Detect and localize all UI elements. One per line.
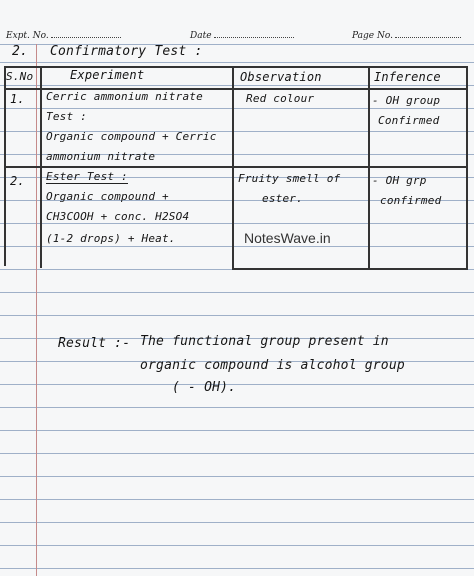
- row1-inference-line1: - OH group: [372, 94, 441, 107]
- row1-experiment-line1: Cerric ammonium nitrate: [46, 90, 203, 103]
- row2-observation-line2: ester.: [262, 192, 303, 205]
- row1-sno: 1.: [10, 92, 25, 106]
- header-inference: Inference: [374, 70, 441, 84]
- table-bottom-border: [232, 268, 468, 270]
- watermark: NotesWave.in: [244, 230, 331, 246]
- table-row-divider: [4, 166, 468, 168]
- table-col-divider-1: [40, 66, 42, 268]
- margin-line: [36, 44, 37, 576]
- row1-observation: Red colour: [246, 92, 315, 105]
- table-col-divider-2: [232, 66, 234, 268]
- page-no-field: Page No.: [352, 30, 461, 41]
- section-number: 2.: [12, 44, 29, 59]
- result-line1: The functional group present in: [140, 334, 389, 349]
- row1-experiment-line4: ammonium nitrate: [46, 150, 156, 163]
- result-line2: organic compound is alcohol group: [140, 358, 405, 373]
- row2-inference-line2: confirmed: [380, 194, 442, 207]
- expt-no-field: Expt. No.: [6, 30, 121, 41]
- row2-inference-line1: - OH grp: [372, 174, 427, 187]
- header-experiment: Experiment: [70, 68, 145, 82]
- row1-experiment-line3: Organic compound + Cerric: [46, 130, 217, 143]
- row2-experiment-line1: Ester Test :: [46, 170, 128, 183]
- header-sno: S.No: [6, 70, 34, 83]
- row2-experiment-line2: Organic compound +: [46, 190, 169, 203]
- row2-observation-line1: Fruity smell of: [238, 172, 341, 185]
- result-line3: ( - OH).: [172, 380, 237, 395]
- date-field: Date: [190, 30, 294, 41]
- row2-experiment-line4: (1-2 drops) + Heat.: [46, 232, 176, 245]
- table-right-border: [466, 66, 468, 268]
- table-left-border: [4, 66, 6, 266]
- row1-experiment-line2: Test :: [46, 110, 87, 123]
- table-col-divider-3: [368, 66, 370, 268]
- result-label: Result :-: [58, 336, 131, 351]
- row1-inference-line2: Confirmed: [378, 114, 440, 127]
- row2-sno: 2.: [10, 174, 25, 188]
- header-observation: Observation: [240, 70, 322, 84]
- section-title: Confirmatory Test :: [50, 44, 203, 59]
- page-header: [0, 0, 474, 45]
- row2-experiment-line3: CH3COOH + conc. H2SO4: [46, 210, 190, 223]
